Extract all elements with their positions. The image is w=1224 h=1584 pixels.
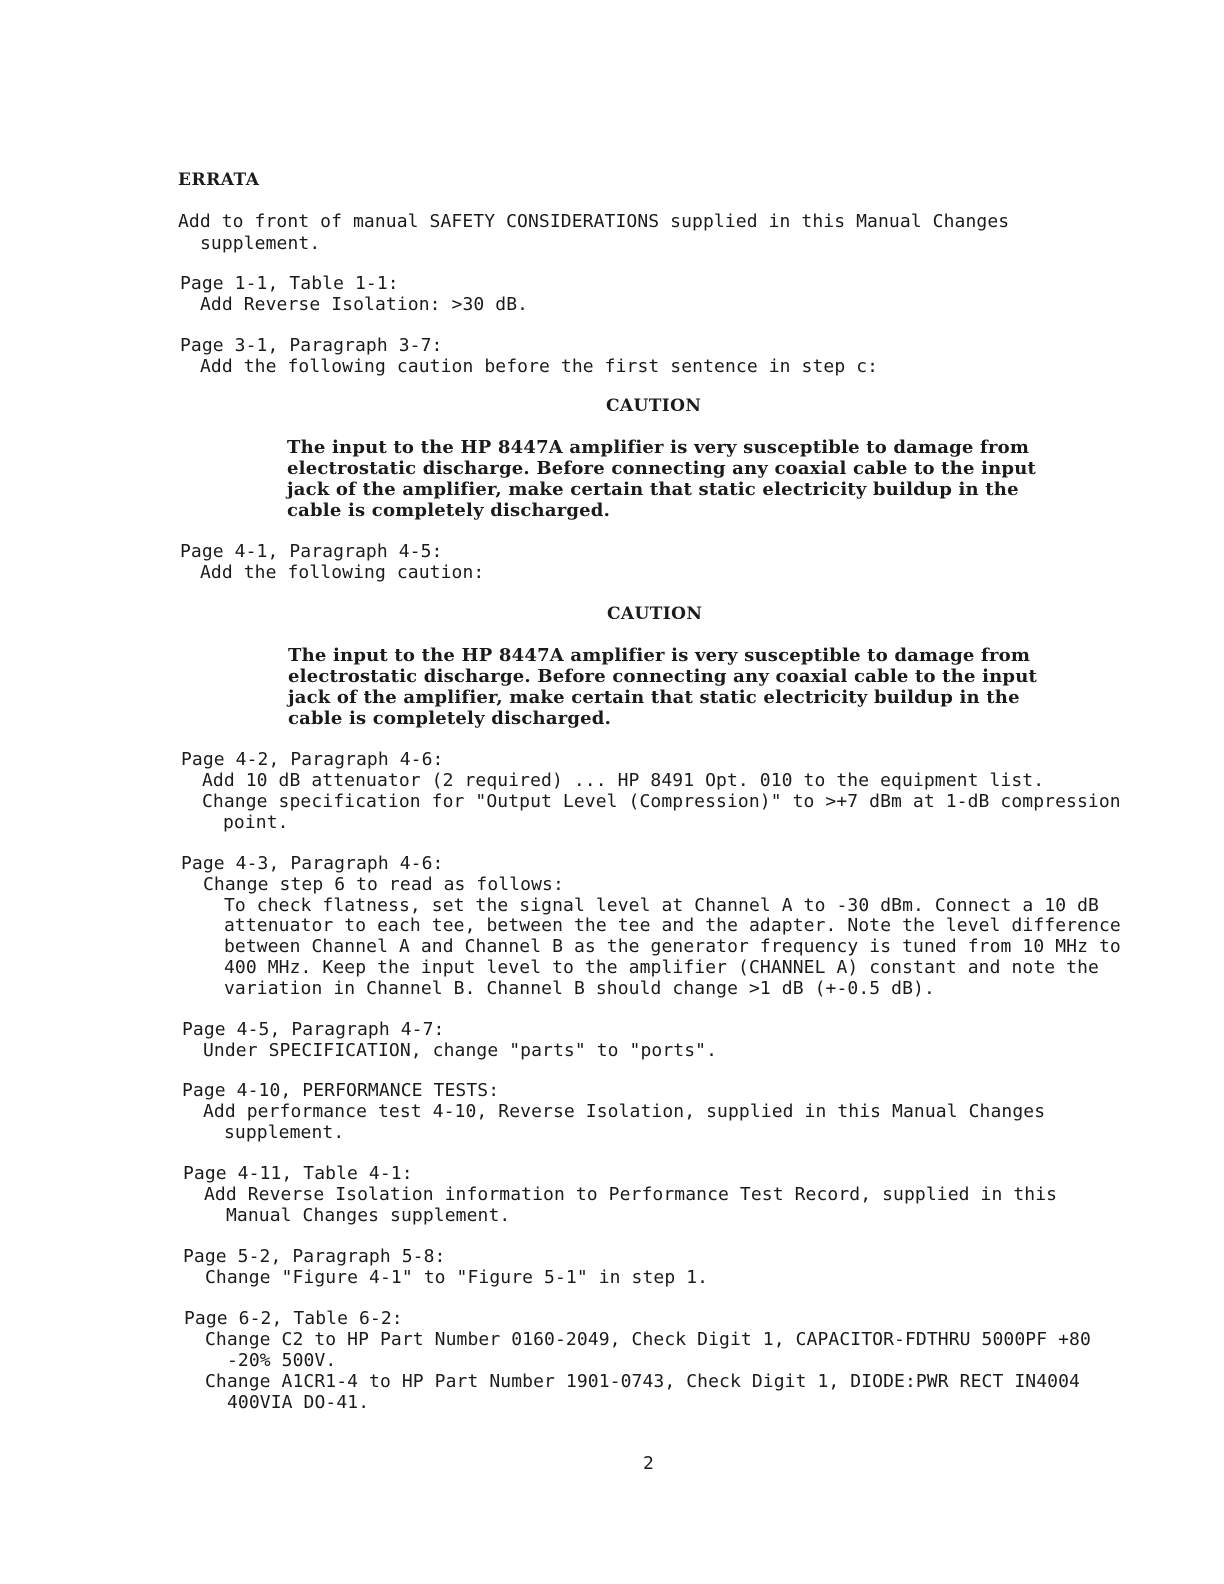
entry-page-ref: Page 4-3, Paragraph 4-6: [181,853,444,874]
entry-page-ref: Page 1-1, Table 1-1: [180,273,399,294]
entry-line: between Channel A and Channel B as the generator frequency is tuned from 10 MHz to [224,936,1121,957]
caution-title: CAUTION [606,396,702,416]
entry-line: Add Reverse Isolation: >30 dB. [200,294,529,315]
caution-text-line: electrostatic discharge. Before connecting any coaxial cable to the input [287,458,1037,479]
entry-page-ref: Page 4-11, Table 4-1: [183,1163,413,1184]
caution-text-line: electrostatic discharge. Before connecting any coaxial cable to the input [288,666,1038,687]
caution-text-line: jack of the amplifier, make certain that static electricity buildup in the [287,479,1019,500]
caution-text-line: cable is completely discharged. [288,708,612,729]
entry-line: Change step 6 to read as follows: [203,874,564,895]
entry-line: variation in Channel B. Channel B should change >1 dB (+-0.5 dB). [224,978,935,999]
entry-line: -20% 500V. [227,1350,337,1371]
caution-text-line: The input to the HP 8447A amplifier is very susceptible to damage from [287,437,1030,458]
entry-line: point. [223,812,289,833]
entry-line: 400VIA DO-41. [227,1392,370,1413]
entry-page-ref: Page 5-2, Paragraph 5-8: [183,1246,446,1267]
caution-title: CAUTION [607,604,703,624]
entry-page-ref: Page 4-5, Paragraph 4-7: [182,1019,445,1040]
entry-line: 400 MHz. Keep the input level to the amplifier (CHANNEL A) constant and note the [224,957,1099,978]
entry-line: Add 10 dB attenuator (2 required) ... HP 8491 Opt. 010 to the equipment list. [202,770,1045,791]
entry-line: Change C2 to HP Part Number 0160-2049, Check Digit 1, CAPACITOR-FDTHRU 5000PF +80 [205,1329,1091,1350]
entry-line: Add the following caution before the first sentence in step c: [200,356,879,377]
entry-line: attenuator to each tee, between the tee and the adapter. Note the level difference [224,915,1121,936]
entry-page-ref: Page 4-1, Paragraph 4-5: [180,541,443,562]
entry-line: To check flatness, set the signal level at Channel A to -30 dBm. Connect a 10 dB [224,895,1099,916]
entry-page-ref: Page 6-2, Table 6-2: [184,1308,403,1329]
caution-text-line: The input to the HP 8447A amplifier is very susceptible to damage from [288,645,1031,666]
caution-text-line: jack of the amplifier, make certain that static electricity buildup in the [288,687,1020,708]
entry-page-ref: Page 4-10, PERFORMANCE TESTS: [182,1080,500,1101]
entry-line: Add Reverse Isolation information to Performance Test Record, supplied in this [204,1184,1058,1205]
entry-line: supplement. [224,1122,345,1143]
entry-line: Add performance test 4-10, Reverse Isolation, supplied in this Manual Changes [203,1101,1046,1122]
caution-text-line: cable is completely discharged. [287,500,611,521]
errata-heading: ERRATA [178,170,260,190]
entry-line: Change "Figure 4-1" to "Figure 5-1" in step 1. [205,1267,709,1288]
entry-line: Add the following caution: [200,562,485,583]
page-number: 2 [643,1453,654,1474]
entry-line: Add to front of manual SAFETY CONSIDERATIONS supplied in this Manual Changes [178,211,1010,232]
entry-line: Change A1CR1-4 to HP Part Number 1901-0743, Check Digit 1, DIODE:PWR RECT IN4004 [205,1371,1080,1392]
entry-line: supplement. [200,233,321,254]
entry-line: Change specification for "Output Level (Compression)" to >+7 dBm at 1-dB compression [202,791,1121,812]
entry-page-ref: Page 4-2, Paragraph 4-6: [181,749,444,770]
entry-line: Manual Changes supplement. [226,1205,511,1226]
entry-page-ref: Page 3-1, Paragraph 3-7: [180,335,443,356]
entry-line: Under SPECIFICATION, change "parts" to "ports". [203,1040,718,1061]
